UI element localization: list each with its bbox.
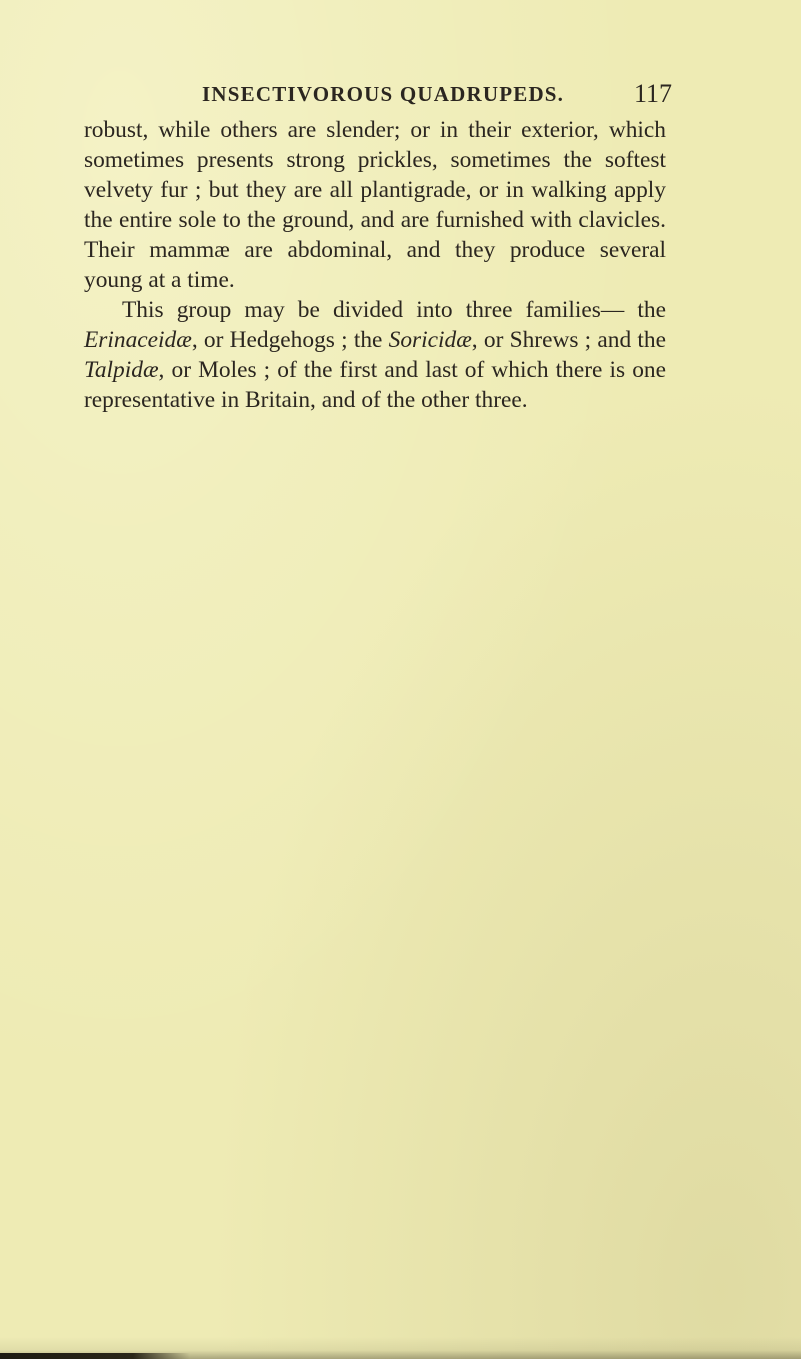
running-head [202,79,672,112]
paragraph-segment: , or Shrews ; and the [471,327,666,353]
family-name-soricidae: Soricidæ [388,327,472,353]
family-name-talpidae: Talpidæ [84,357,159,383]
paragraph-segment: This group may be divided into three families— the [122,297,666,323]
page-number: 117 [633,79,672,108]
paragraph-segment: , or Moles ; of the first and last of which there is one representative in Britain, and of the other three. [84,357,666,413]
paragraph-families [84,295,666,415]
running-title: INSECTIVOROUS QUADRUPEDS. [202,82,565,106]
page-bottom-edge [0,1353,190,1359]
body-text [84,115,666,415]
paragraph-continuation: robust, while others are slender; or in their exterior, which sometimes presents strong prickles, sometimes the softest velvety fur ; but they are all plantigrade, or in walking apply the entire sole to the ground, and are furnished with clavicles. Their mammæ are abdominal, and they produce several young at a time. [84,117,666,293]
paragraph-segment: , or Hedgehogs ; the [191,327,389,353]
family-name-erinaceidae: Erinaceidæ [84,327,192,353]
